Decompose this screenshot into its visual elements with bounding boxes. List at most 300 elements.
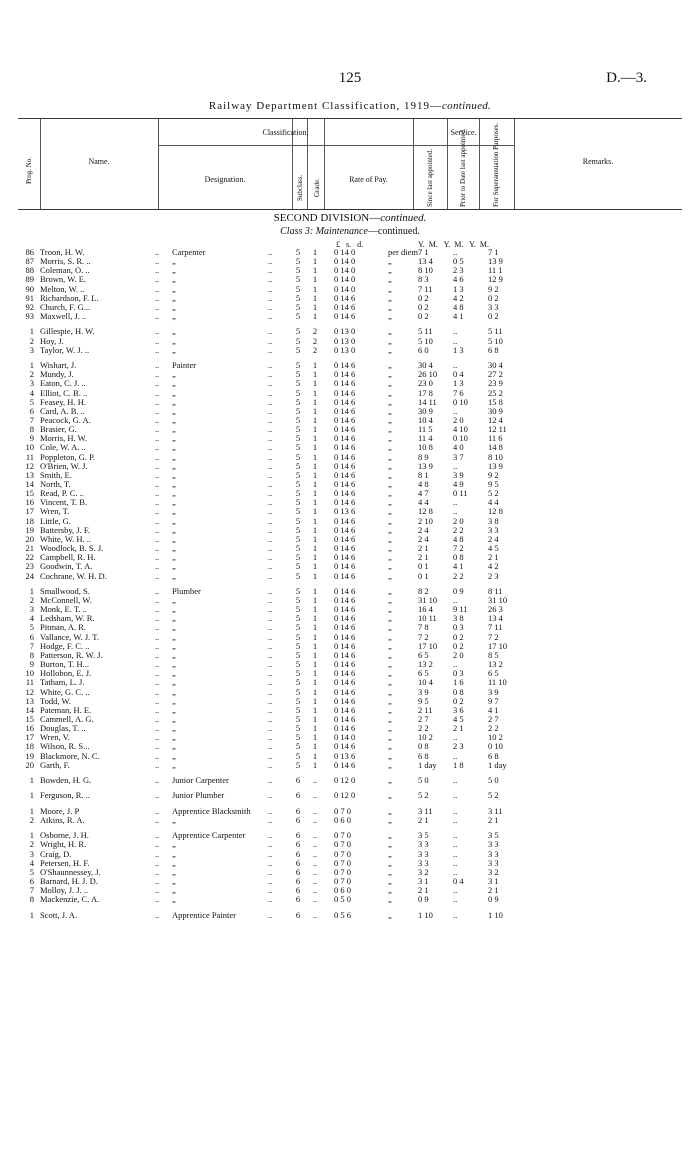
prog-number: 7 — [29, 640, 34, 651]
pay-unit: „ — [388, 274, 392, 285]
leader-dots: .. — [268, 533, 273, 544]
designation: „ — [172, 876, 176, 886]
rate-of-pay: 0 14 6 — [334, 451, 356, 462]
service-superannuation: 2 7 — [488, 713, 499, 724]
leader-dots: .. — [155, 876, 160, 886]
rate-of-pay: 0 14 0 — [334, 256, 356, 267]
rate-of-pay: 0 14 6 — [334, 387, 356, 398]
table-row — [0, 895, 700, 904]
pay-unit: „ — [388, 866, 392, 877]
service-superannuation: 8 11 — [488, 585, 503, 596]
service-superannuation: 2 4 — [488, 533, 499, 544]
designation: „ — [172, 451, 176, 462]
service-since-last: 17 10 — [418, 640, 438, 651]
pay-unit: „ — [388, 732, 392, 743]
rate-of-pay: 0 7 0 — [334, 830, 351, 841]
prog-number: 24 — [25, 570, 34, 581]
service-superannuation: 2 1 — [488, 814, 499, 825]
employee-name: Wright, H. R. — [40, 839, 87, 850]
service-since-last: 7 1 — [418, 247, 429, 257]
grade: 1 — [312, 311, 318, 322]
leader-dots: .. — [268, 830, 273, 841]
subclass: 5 — [295, 311, 301, 322]
leader-dots: .. — [155, 713, 160, 724]
employee-name: Morris, H. W. — [40, 433, 87, 444]
leader-dots: .. — [268, 909, 273, 920]
leader-dots: .. — [268, 659, 273, 670]
service-prior: 3 6 — [453, 704, 464, 715]
leader-dots: .. — [155, 585, 160, 596]
rate-of-pay: 0 7 0 — [334, 876, 351, 886]
service-prior: 0 8 — [453, 686, 464, 697]
designation: „ — [172, 442, 176, 453]
leader-dots: .. — [268, 686, 273, 697]
leader-dots: .. — [155, 723, 160, 734]
rate-of-pay: 0 14 0 — [334, 265, 356, 276]
rate-of-pay: 0 7 0 — [334, 839, 351, 850]
pay-unit: „ — [388, 909, 392, 920]
subclass: 6 — [295, 894, 301, 905]
service-since-last: 30 4 — [418, 360, 433, 371]
leader-dots: .. — [268, 497, 273, 508]
employee-name: Smith, E. — [40, 469, 72, 480]
pay-unit: „ — [388, 335, 392, 346]
subclass: 5 — [295, 460, 301, 471]
prog-number: 13 — [25, 469, 34, 480]
prog-number: 20 — [25, 759, 34, 770]
service-superannuation: 23 9 — [488, 378, 503, 389]
employee-name: Richardson, F. L. — [40, 292, 99, 303]
pay-unit: „ — [388, 613, 392, 624]
service-since-last: 7 8 — [418, 622, 429, 633]
service-superannuation: 4 1 — [488, 704, 499, 715]
rate-of-pay: 0 14 6 — [334, 595, 356, 605]
leader-dots: .. — [268, 256, 273, 267]
service-prior: 1 3 — [453, 378, 464, 389]
subclass: 5 — [295, 604, 301, 615]
prog-number: 9 — [29, 433, 34, 444]
service-prior: .. — [453, 326, 458, 337]
service-prior: .. — [453, 360, 458, 371]
service-since-last: 8 1 — [418, 469, 429, 480]
rate-of-pay: 0 14 6 — [334, 613, 356, 624]
rate-of-pay: 0 14 6 — [334, 677, 356, 688]
service-since-last: 7 11 — [418, 283, 433, 294]
service-prior: 4 8 — [453, 533, 464, 544]
leader-dots: .. — [155, 274, 160, 285]
pay-unit: „ — [388, 741, 392, 752]
prog-number: 15 — [25, 488, 34, 499]
subclass: 5 — [295, 613, 301, 624]
grade: 1 — [312, 360, 318, 371]
employee-name: White, W. H. .. — [40, 533, 91, 544]
subclass: 6 — [295, 848, 301, 859]
leader-dots: .. — [155, 686, 160, 697]
rate-of-pay: 0 14 6 — [334, 424, 356, 435]
service-since-last: 11 4 — [418, 433, 433, 444]
leader-dots: .. — [155, 488, 160, 499]
service-since-last: 2 7 — [418, 713, 429, 724]
grade: .. — [312, 839, 318, 850]
leader-dots: .. — [268, 857, 273, 868]
designation: „ — [172, 622, 176, 633]
prog-number: 8 — [29, 649, 34, 660]
leader-dots: .. — [268, 247, 273, 257]
leader-dots: .. — [155, 885, 160, 896]
service-prior: 4 0 — [453, 442, 464, 453]
service-superannuation: 4 4 — [488, 497, 499, 508]
service-prior: .. — [453, 405, 458, 416]
prog-number: 16 — [25, 723, 34, 734]
pay-unit: „ — [388, 677, 392, 688]
leader-dots: .. — [268, 451, 273, 462]
pay-unit: „ — [388, 387, 392, 398]
prog-number: 87 — [25, 256, 34, 267]
service-prior: 0 2 — [453, 640, 464, 651]
prog-number: 91 — [25, 292, 34, 303]
pay-unit: „ — [388, 775, 392, 786]
grade: .. — [312, 830, 318, 841]
designation: „ — [172, 659, 176, 670]
table-row — [0, 791, 700, 800]
grade: .. — [312, 848, 318, 859]
service-since-last: 30 9 — [418, 405, 433, 416]
pay-unit: „ — [388, 515, 392, 526]
leader-dots: .. — [268, 552, 273, 563]
prog-number: 4 — [29, 387, 34, 398]
service-prior: 0 2 — [453, 631, 464, 642]
leader-dots: .. — [155, 479, 160, 489]
service-since-last: 2 4 — [418, 524, 429, 535]
leader-dots: .. — [268, 433, 273, 444]
leader-dots: .. — [268, 604, 273, 615]
grade: 1 — [312, 570, 318, 581]
rate-of-pay: 0 14 6 — [334, 433, 356, 444]
pay-unit: „ — [388, 378, 392, 389]
table-row — [0, 346, 700, 355]
leader-dots: .. — [268, 894, 273, 905]
grade: .. — [312, 805, 318, 816]
designation: Junior Plumber — [172, 790, 225, 801]
leader-dots: .. — [268, 759, 273, 770]
service-since-last: 7 2 — [418, 631, 429, 642]
service-prior: 4 9 — [453, 479, 464, 489]
designation: „ — [172, 533, 176, 544]
leader-dots: .. — [268, 839, 273, 850]
pay-unit: „ — [388, 424, 392, 435]
service-since-last: 26 10 — [418, 369, 438, 380]
leader-dots: .. — [268, 732, 273, 743]
employee-name: Card, A. B. .. — [40, 405, 85, 416]
rate-of-pay: 0 14 6 — [334, 378, 356, 389]
leader-dots: .. — [155, 631, 160, 642]
pay-unit: „ — [388, 283, 392, 294]
subclass: 5 — [295, 360, 301, 371]
prog-number: 4 — [29, 857, 34, 868]
employee-name: Gillespie, H. W. — [40, 326, 95, 337]
subclass: 5 — [295, 631, 301, 642]
service-since-last: 3 1 — [418, 876, 429, 886]
service-superannuation: 2 1 — [488, 552, 499, 563]
leader-dots: .. — [268, 460, 273, 471]
employee-name: Vallance, W. J. T. — [40, 631, 99, 642]
service-superannuation: 12 4 — [488, 414, 503, 425]
service-prior: 4 6 — [453, 274, 464, 285]
subclass: 5 — [295, 405, 301, 416]
subclass: 5 — [295, 622, 301, 633]
employee-name: Little, G. — [40, 515, 71, 526]
leader-dots: .. — [155, 433, 160, 444]
leader-dots: .. — [155, 301, 160, 312]
heading-continued: continued. — [441, 100, 492, 112]
service-prior: .. — [453, 750, 458, 761]
employee-name: North, T. — [40, 479, 71, 489]
employee-name: Troon, H. W. — [40, 247, 85, 257]
grade: .. — [312, 885, 318, 896]
prog-number: 7 — [29, 885, 34, 896]
pay-unit: „ — [388, 442, 392, 453]
pay-unit: „ — [388, 524, 392, 535]
leader-dots: .. — [155, 469, 160, 480]
prog-number: 1 — [29, 909, 34, 920]
leader-dots: .. — [268, 414, 273, 425]
header-subclass: Subclass. — [296, 174, 304, 201]
employee-name: Garth, F. — [40, 759, 70, 770]
prog-number: 3 — [29, 848, 34, 859]
rate-of-pay: 0 14 6 — [334, 570, 356, 581]
designation: „ — [172, 479, 176, 489]
subclass: 5 — [295, 759, 301, 770]
service-since-last: 6 5 — [418, 668, 429, 679]
rate-of-pay: 0 5 6 — [334, 909, 351, 920]
service-superannuation: 12 11 — [488, 424, 507, 435]
pay-unit: „ — [388, 713, 392, 724]
designation: „ — [172, 894, 176, 905]
service-prior: 3 9 — [453, 469, 464, 480]
employee-name: Battersby, J. F. — [40, 524, 91, 535]
pay-unit: „ — [388, 894, 392, 905]
rate-of-pay: 0 14 6 — [334, 649, 356, 660]
employee-name: Hodge, F. C. .. — [40, 640, 90, 651]
service-prior: 0 4 — [453, 369, 464, 380]
heading-main: Railway Department Classification, 1919— — [208, 100, 442, 112]
subtitle-continued: —continued. — [367, 226, 420, 237]
grade: .. — [312, 894, 318, 905]
designation: „ — [172, 460, 176, 471]
subclass: 5 — [295, 713, 301, 724]
pay-unit: „ — [388, 405, 392, 416]
leader-dots: .. — [268, 488, 273, 499]
leader-dots: .. — [155, 515, 160, 526]
service-since-last: 13 4 — [418, 256, 433, 267]
service-superannuation: 1 10 — [488, 909, 503, 920]
grade: 1 — [312, 732, 318, 743]
service-prior: .. — [453, 866, 458, 877]
employee-name: White, G. C. .. — [40, 686, 90, 697]
prog-number: 93 — [25, 311, 34, 322]
leader-dots: .. — [155, 759, 160, 770]
service-prior: 4 2 — [453, 292, 464, 303]
designation: Apprentice Painter — [172, 909, 236, 920]
service-prior: 2 3 — [453, 265, 464, 276]
service-prior: 7 2 — [453, 543, 464, 554]
leader-dots: .. — [155, 894, 160, 905]
leader-dots: .. — [268, 335, 273, 346]
leader-dots: .. — [268, 677, 273, 688]
leader-dots: .. — [155, 396, 160, 407]
employee-name: Blackmore, N. C. — [40, 750, 100, 761]
table-row — [0, 379, 700, 388]
leader-dots: .. — [268, 396, 273, 407]
service-since-last: 14 11 — [418, 396, 437, 407]
prog-number: 86 — [25, 247, 34, 257]
grade: 1 — [312, 369, 318, 380]
grade: 1 — [312, 396, 318, 407]
leader-dots: .. — [268, 292, 273, 303]
leader-dots: .. — [268, 283, 273, 294]
employee-name: Morris, S. R. .. — [40, 256, 91, 267]
prog-number: 20 — [25, 533, 34, 544]
designation: „ — [172, 265, 176, 276]
service-since-last: 3 3 — [418, 839, 429, 850]
service-since-last: 5 0 — [418, 775, 429, 786]
employee-name: Smallwood, S. — [40, 585, 90, 596]
prog-number: 18 — [25, 741, 34, 752]
pay-unit: „ — [388, 631, 392, 642]
grade: 1 — [312, 256, 318, 267]
prog-number: 4 — [29, 613, 34, 624]
header-prior-to: Prior to Date last appointed. — [459, 128, 467, 207]
designation: „ — [172, 814, 176, 825]
subclass: 6 — [295, 909, 301, 920]
pay-unit: „ — [388, 301, 392, 312]
pay-unit: „ — [388, 533, 392, 544]
prog-number: 8 — [29, 424, 34, 435]
service-prior: 3 8 — [453, 613, 464, 624]
prog-number: 2 — [29, 369, 34, 380]
service-prior: .. — [453, 506, 458, 517]
service-prior: 1 6 — [453, 677, 464, 688]
leader-dots: .. — [268, 360, 273, 371]
designation: „ — [172, 613, 176, 624]
service-superannuation: 4 2 — [488, 561, 499, 572]
rate-of-pay: 0 14 6 — [334, 524, 356, 535]
service-since-last: 2 1 — [418, 543, 429, 554]
leader-dots: .. — [155, 750, 160, 761]
employee-name: Hollobon, E. J. — [40, 668, 92, 679]
service-since-last: 8 2 — [418, 585, 429, 596]
leader-dots: .. — [155, 814, 160, 825]
pay-unit: „ — [388, 622, 392, 633]
prog-number: 19 — [25, 524, 34, 535]
leader-dots: .. — [268, 469, 273, 480]
header-superannuation: For Superannuation Purposes. — [492, 122, 500, 207]
table-row — [0, 911, 700, 920]
service-prior: 9 11 — [453, 604, 468, 615]
designation: „ — [172, 640, 176, 651]
rate-of-pay: 0 14 6 — [334, 631, 356, 642]
subclass: 5 — [295, 640, 301, 651]
designation: „ — [172, 515, 176, 526]
service-prior: .. — [453, 909, 458, 920]
service-since-last: 8 10 — [418, 265, 433, 276]
rate-of-pay: 0 14 6 — [334, 442, 356, 453]
pay-unit: „ — [388, 814, 392, 825]
rate-of-pay: 0 14 6 — [334, 695, 356, 706]
leader-dots: .. — [155, 387, 160, 398]
rate-of-pay: 0 14 6 — [334, 469, 356, 480]
leader-dots: .. — [155, 649, 160, 660]
table-row — [0, 776, 700, 785]
rate-of-pay: 0 14 6 — [334, 311, 356, 322]
designation: „ — [172, 713, 176, 724]
leader-dots: .. — [268, 585, 273, 596]
prog-number: 17 — [25, 506, 34, 517]
grade: 1 — [312, 433, 318, 444]
subclass: 5 — [295, 396, 301, 407]
service-superannuation: 7 11 — [488, 622, 503, 633]
service-superannuation: 2 2 — [488, 723, 499, 734]
leader-dots: .. — [155, 604, 160, 615]
subclass: 5 — [295, 750, 301, 761]
subclass: 5 — [295, 256, 301, 267]
leader-dots: .. — [155, 668, 160, 679]
prog-number: 92 — [25, 301, 34, 312]
service-prior: 1 3 — [453, 283, 464, 294]
service-since-last: 10 11 — [418, 613, 437, 624]
designation: „ — [172, 604, 176, 615]
rate-of-pay: 0 14 6 — [334, 713, 356, 724]
service-superannuation: 11 6 — [488, 433, 503, 444]
pay-unit: „ — [388, 561, 392, 572]
service-prior: .. — [453, 857, 458, 868]
grade: .. — [312, 775, 318, 786]
pay-unit: „ — [388, 585, 392, 596]
prog-number: 22 — [25, 552, 34, 563]
grade: 1 — [312, 387, 318, 398]
designation: „ — [172, 311, 176, 322]
employee-name: Ferguson, R. .. — [40, 790, 90, 801]
service-since-last: 4 7 — [418, 488, 429, 499]
prog-number: 17 — [25, 732, 34, 743]
rate-of-pay: 0 14 6 — [334, 759, 356, 770]
subclass: 5 — [295, 488, 301, 499]
employee-name: Patterson, R. W. J. — [40, 649, 103, 660]
designation: Carpenter — [172, 247, 206, 257]
service-superannuation: 3 2 — [488, 866, 499, 877]
service-superannuation: 3 3 — [488, 524, 499, 535]
leader-dots: .. — [268, 570, 273, 581]
subclass: 6 — [295, 885, 301, 896]
service-since-last: 2 1 — [418, 552, 429, 563]
subclass: 5 — [295, 695, 301, 706]
pay-unit: „ — [388, 857, 392, 868]
prog-number: 18 — [25, 515, 34, 526]
grade: 1 — [312, 595, 318, 605]
prog-number: 23 — [25, 561, 34, 572]
employee-name: Eaton, C. J. .. — [40, 378, 86, 389]
leader-dots: .. — [155, 369, 160, 380]
leader-dots: .. — [155, 506, 160, 517]
header-designation: Designation. — [204, 175, 246, 184]
leader-dots: .. — [268, 613, 273, 624]
leader-dots: .. — [268, 713, 273, 724]
employee-name: Campbell, R. H. — [40, 552, 96, 563]
service-superannuation: 3 5 — [488, 830, 499, 841]
prog-number: 90 — [25, 283, 34, 294]
prog-number: 12 — [25, 686, 34, 697]
subclass: 5 — [295, 595, 301, 605]
